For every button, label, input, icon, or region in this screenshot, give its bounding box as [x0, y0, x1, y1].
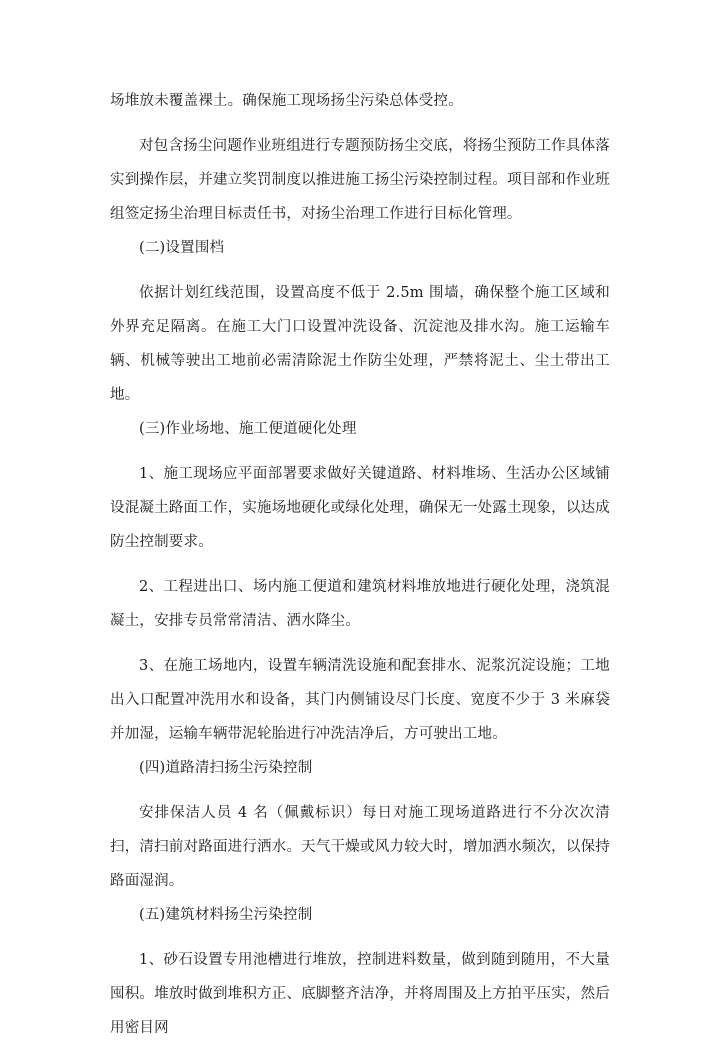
paragraph-road-cleaning: 安排保洁人员 4 名（佩戴标识）每日对施工现场道路进行不分次次清扫，清扫前对路面进行洒水。天气干燥或风力较大时，增加洒水频次，以保持路面湿润。 [110, 805, 610, 889]
section-heading-materials: (五)建筑材料扬尘污染控制 [139, 907, 313, 923]
paragraph-hardening-1: 1、施工现场应平面部署要求做好关键道路、材料堆场、生活办公区域铺设混凝土路面工作，实施场地硬化或绿化处理，确保无一处露土现象，以达成防尘控制要求。 [110, 466, 610, 550]
section-heading-hardening: (三)作业场地、施工便道硬化处理 [139, 421, 357, 437]
section-heading-fence: (二)设置围档 [139, 240, 225, 256]
section-heading-road-cleaning: (四)道路清扫扬尘污染控制 [139, 760, 313, 776]
paragraph-dust-briefing: 对包含扬尘问题作业班组进行专题预防扬尘交底，将扬尘预防工作具体落实到操作层，并建立奖罚制度以推进施工扬尘污染控制过程。项目部和作业班组签定扬尘治理目标责任书，对扬尘治理工作进行目标化管理。 [110, 138, 610, 222]
paragraph-fence: 依据计划红线范围，设置高度不低于 2.5m 围墙，确保整个施工区域和外界充足隔离。在施工大门口设置冲洗设备、沉淀池及排水沟。施工运输车辆、机械等驶出工地前必需清除泥土作防尘处理，严禁将泥土、尘土带出工地。 [110, 285, 610, 403]
paragraph-hardening-2: 2、工程进出口、场内施工便道和建筑材料堆放地进行硬化处理，浇筑混凝土，安排专员常常清洁、洒水降尘。 [110, 579, 610, 629]
document-body [110, 84, 610, 1045]
paragraph-materials-1: 1、砂石设置专用池槽进行堆放，控制进料数量，做到随到随用，不大量囤积。堆放时做到堆积方正、底脚整齐洁净，并将周围及上方拍平压实，然后用密目网 [110, 952, 610, 1036]
paragraph-continuation: 场堆放未覆盖裸土。确保施工现场扬尘污染总体受控。 [110, 93, 463, 109]
paragraph-hardening-3: 3、在施工场地内，设置车辆清洗设施和配套排水、泥浆沉淀设施；工地出入口配置冲洗用水和设备，其门内侧铺设尽门长度、宽度不少于 3 米麻袋并加湿，运输车辆带泥轮胎进行冲洗洁净后，方可驶出工地。 [110, 658, 610, 742]
